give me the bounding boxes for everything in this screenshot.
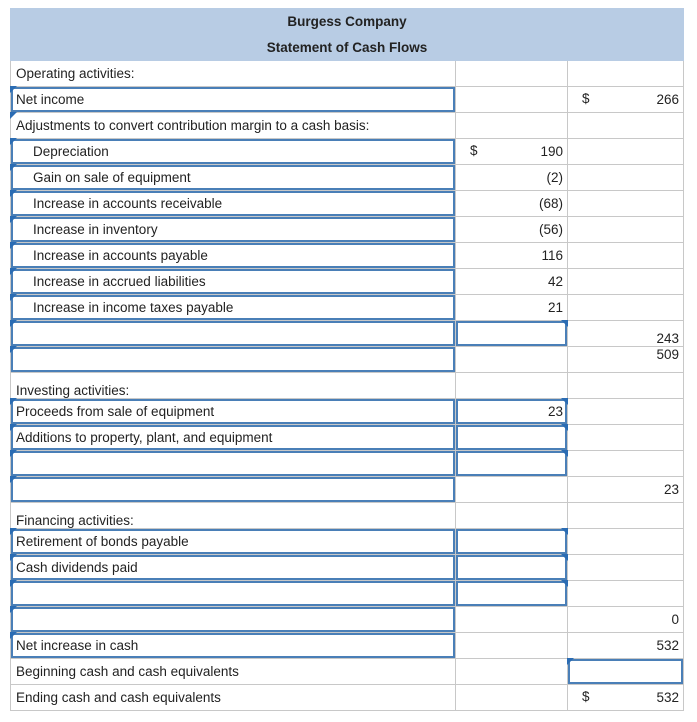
cash-flow-statement — [10, 8, 683, 711]
table-row — [11, 607, 684, 633]
increase-accrued-label-input[interactable]: Increase in accrued liabilities — [11, 269, 456, 295]
empty-cell — [456, 61, 568, 87]
empty-cell — [568, 503, 684, 529]
increase-accrued-amount: 42 — [456, 269, 568, 295]
beginning-cash-label: Beginning cash and cash equivalents — [11, 659, 456, 685]
table-row — [11, 321, 684, 347]
depreciation-label-input[interactable]: Depreciation — [11, 139, 456, 165]
net-increase-total: 532 — [568, 633, 684, 659]
net-investing-label-input[interactable] — [11, 477, 456, 503]
table-row — [11, 217, 684, 243]
table-row — [11, 477, 684, 503]
empty-cell — [568, 269, 684, 295]
increase-inventory-amount: (56) — [456, 217, 568, 243]
gain-on-sale-label-input[interactable]: Gain on sale of equipment — [11, 165, 456, 191]
empty-cell — [568, 399, 684, 425]
empty-cell — [568, 113, 684, 139]
ending-cash-label: Ending cash and cash equivalents — [11, 685, 456, 711]
empty-cell — [456, 373, 568, 399]
table-row — [11, 87, 684, 113]
net-operating-total: 509 — [568, 347, 684, 373]
net-income-label-input[interactable]: Net income — [11, 87, 456, 113]
gain-on-sale-amount: (2) — [456, 165, 568, 191]
increase-taxes-amount: 21 — [456, 295, 568, 321]
table-row — [11, 503, 684, 529]
blank-financing-amount-input[interactable] — [456, 581, 568, 607]
increase-ap-amount: 116 — [456, 243, 568, 269]
net-income-total: 266 — [656, 92, 679, 107]
empty-cell — [456, 113, 568, 139]
empty-cell — [456, 503, 568, 529]
empty-cell — [568, 217, 684, 243]
depreciation-amount-cell — [456, 139, 568, 165]
blank-investing-amount-input[interactable] — [456, 451, 568, 477]
net-financing-total: 0 — [568, 607, 684, 633]
empty-cell — [568, 139, 684, 165]
empty-cell — [568, 451, 684, 477]
empty-cell — [456, 659, 568, 685]
table-row — [11, 659, 684, 685]
dollar-sign: $ — [582, 689, 590, 704]
table-row — [11, 139, 684, 165]
table-row — [11, 451, 684, 477]
proceeds-label-input[interactable]: Proceeds from sale of equipment — [11, 399, 456, 425]
empty-cell — [568, 295, 684, 321]
additions-amount-input[interactable] — [456, 425, 568, 451]
header-row-statement — [11, 35, 684, 61]
empty-cell — [568, 243, 684, 269]
financing-activities-heading: Financing activities: — [11, 503, 456, 529]
table-row — [11, 425, 684, 451]
table-row — [11, 529, 684, 555]
empty-cell — [456, 87, 568, 113]
empty-cell — [568, 529, 684, 555]
dividends-amount-input[interactable] — [456, 555, 568, 581]
table-row — [11, 295, 684, 321]
proceeds-amount-input[interactable]: 23 — [456, 399, 568, 425]
dividends-label-input[interactable]: Cash dividends paid — [11, 555, 456, 581]
increase-taxes-label-input[interactable]: Increase in income taxes payable — [11, 295, 456, 321]
blank-investing-label-input[interactable] — [11, 451, 456, 477]
increase-ar-label-input[interactable]: Increase in accounts receivable — [11, 191, 456, 217]
table-row — [11, 581, 684, 607]
blank-label-input[interactable] — [11, 321, 456, 347]
investing-activities-heading: Investing activities: — [11, 373, 456, 399]
statement-table — [10, 8, 684, 711]
dollar-sign: $ — [582, 91, 590, 106]
table-row — [11, 165, 684, 191]
blank-financing-label-input[interactable] — [11, 581, 456, 607]
dollar-sign: $ — [470, 143, 478, 158]
header-row-company — [11, 9, 684, 35]
beginning-cash-input[interactable] — [568, 659, 684, 685]
net-operating-label-input[interactable] — [11, 347, 456, 373]
operating-activities-heading: Operating activities: — [11, 61, 456, 87]
retirement-label-input[interactable]: Retirement of bonds payable — [11, 529, 456, 555]
increase-ap-label-input[interactable]: Increase in accounts payable — [11, 243, 456, 269]
empty-cell — [568, 555, 684, 581]
empty-cell — [456, 347, 568, 373]
table-row — [11, 685, 684, 711]
table-row — [11, 243, 684, 269]
empty-cell — [568, 581, 684, 607]
table-row — [11, 399, 684, 425]
net-increase-label-input[interactable]: Net increase in cash — [11, 633, 456, 659]
total-adjustments: 243 — [568, 321, 684, 347]
net-income-total-cell — [568, 87, 684, 113]
table-row — [11, 61, 684, 87]
table-row — [11, 113, 684, 139]
empty-cell — [456, 477, 568, 503]
blank-amount-input[interactable] — [456, 321, 568, 347]
empty-cell — [568, 425, 684, 451]
ending-cash-total: 532 — [656, 690, 679, 705]
empty-cell — [568, 191, 684, 217]
adjustments-heading-text: Adjustments to convert contribution margin to a cash basis: — [16, 118, 370, 133]
company-title: Burgess Company — [11, 9, 684, 35]
table-row — [11, 347, 684, 373]
table-row — [11, 633, 684, 659]
empty-cell — [456, 607, 568, 633]
retirement-amount-input[interactable] — [456, 529, 568, 555]
adjustments-heading — [11, 113, 456, 139]
empty-cell — [456, 685, 568, 711]
statement-title: Statement of Cash Flows — [11, 35, 684, 61]
empty-cell — [568, 61, 684, 87]
additions-label-input[interactable]: Additions to property, plant, and equipment — [11, 425, 456, 451]
table-row — [11, 191, 684, 217]
ending-cash-total-cell — [568, 685, 684, 711]
net-financing-label-input[interactable] — [11, 607, 456, 633]
empty-cell — [568, 165, 684, 191]
net-investing-total: 23 — [568, 477, 684, 503]
table-row — [11, 373, 684, 399]
empty-cell — [456, 633, 568, 659]
increase-ar-amount: (68) — [456, 191, 568, 217]
table-row — [11, 269, 684, 295]
increase-inventory-label-input[interactable]: Increase in inventory — [11, 217, 456, 243]
depreciation-amount: 190 — [540, 144, 563, 159]
table-row — [11, 555, 684, 581]
empty-cell — [568, 373, 684, 399]
